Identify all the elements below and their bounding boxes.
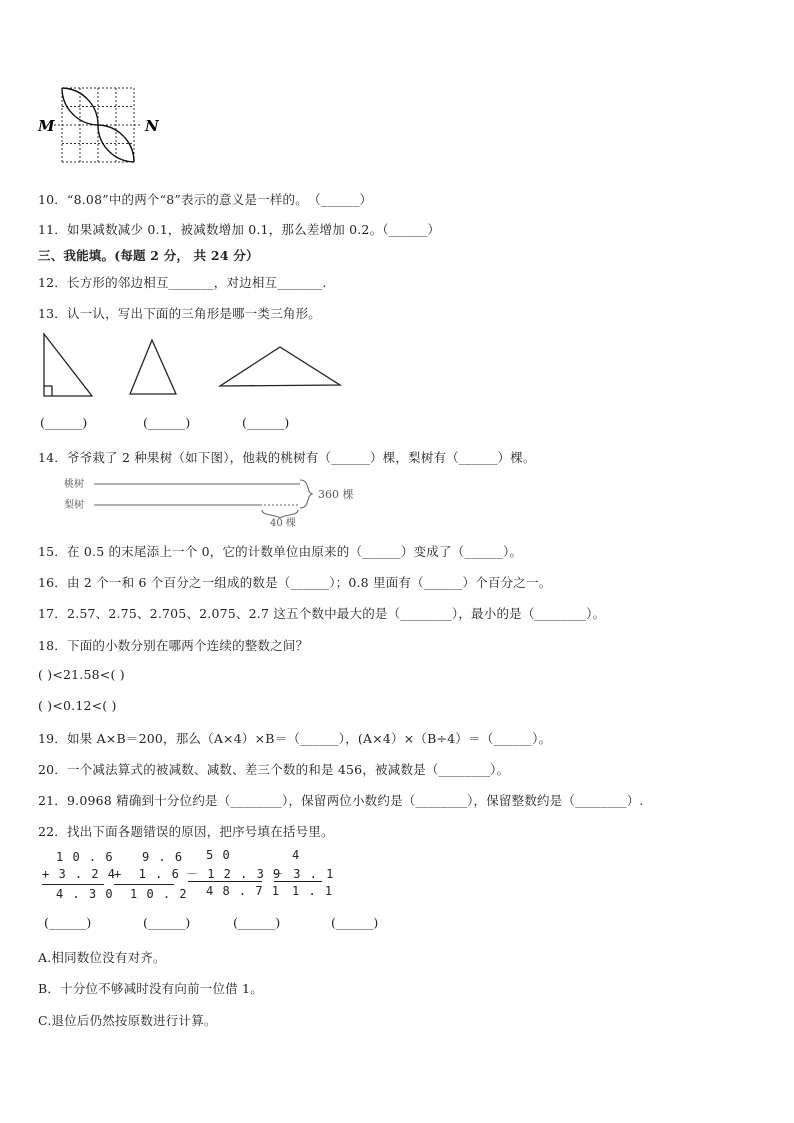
calc-2-result: 1 0 . 2 xyxy=(130,887,188,901)
option-b: B．十分位不够减时没有向前一位借 1。 xyxy=(38,981,263,996)
question-18: 18．下面的小数分别在哪两个连续的整数之间？ xyxy=(38,638,309,653)
grid-figure xyxy=(36,82,176,168)
calc-2-operand: + 1 . 6 xyxy=(114,867,180,881)
section-3-heading: 三、我能填。(每题 2 分， 共 24 分） xyxy=(38,248,259,263)
question-21: 21．9.0968 精确到十分位约是（________），保留两位小数约是（________），保留整数约是（________）. xyxy=(38,793,644,808)
question-19: 19．如果 A×B＝200，那么（A×4）×B＝（______），(A×4）×（B÷4）＝（______）。 xyxy=(38,731,552,746)
q22-blank-4[interactable]: (______) xyxy=(331,915,379,930)
calc-4-operand: － 3 . 1 xyxy=(272,867,335,881)
question-14: 14．爷爷栽了 2 种果树（如下图），他栽的桃树有（______）棵，梨树有（______）棵。 xyxy=(38,450,536,465)
question-13: 13．认一认，写出下面的三角形是哪一类三角形。 xyxy=(38,306,322,321)
pear-label: 梨树 xyxy=(64,500,84,511)
q13-blank-3[interactable]: (______) xyxy=(242,415,290,430)
q13-blank-1[interactable]: (______) xyxy=(40,415,88,430)
label-m: M xyxy=(38,117,55,135)
calc-4-result: 1 . 1 xyxy=(292,884,334,898)
right-triangle xyxy=(44,334,92,396)
calc-4-top: 4 xyxy=(292,848,301,862)
calc-3-rule xyxy=(188,881,262,882)
label-n: N xyxy=(145,117,159,135)
question-22: 22．找出下面各题错误的原因，把序号填在括号里。 xyxy=(38,824,334,839)
question-17: 17．2.57、2.75、2.705、2.075、2.7 这五个数中最大的是（________），最小的是（________）。 xyxy=(38,606,606,621)
question-18-a: ( )<21.58<( ) xyxy=(38,667,125,682)
triangle-figures xyxy=(40,330,360,400)
question-10: 10．“8.08”中的两个“8”表示的意义是一样的。 （______） xyxy=(38,192,373,207)
tree-diagram xyxy=(60,474,380,528)
option-c: C.退位后仍然按原数进行计算。 xyxy=(38,1013,217,1028)
calc-4-rule xyxy=(274,881,322,882)
calc-2-rule xyxy=(114,884,174,885)
tree-diagram-drawing xyxy=(60,474,380,528)
q22-blank-3[interactable]: (______) xyxy=(233,915,281,930)
right-angle-mark xyxy=(44,386,52,396)
calc-3-result: 4 8 . 7 1 xyxy=(206,884,281,898)
calc-1-rule xyxy=(42,884,104,885)
question-20: 20．一个减法算式的被减数、减数、差三个数的和是 456，被减数是（________）。 xyxy=(38,762,510,777)
calc-1-result: 4 . 3 0 xyxy=(56,887,114,901)
total-label: 360 棵 xyxy=(318,488,354,501)
difference-label: 40 棵 xyxy=(270,518,296,529)
question-18-b: ( )<0.12<( ) xyxy=(38,698,117,713)
q22-blank-2[interactable]: (______) xyxy=(143,915,191,930)
question-12: 12．长方形的邻边相互_______，对边相互_______. xyxy=(38,275,327,290)
calc-1 xyxy=(40,850,117,906)
peach-label: 桃树 xyxy=(64,479,84,490)
grid-figure-drawing xyxy=(36,82,176,168)
question-16: 16．由 2 个一和 6 个百分之一组成的数是（______）；0.8 里面有（______）个百分之一。 xyxy=(38,575,552,590)
calc-3-operand: － 1 2 . 3 9 xyxy=(186,867,282,881)
q22-blank-1[interactable]: (______) xyxy=(44,915,92,930)
calc-4 xyxy=(272,848,335,904)
calc-1-operand: + 3 . 2 4 xyxy=(42,867,117,881)
calc-3-top: 5 0 xyxy=(206,848,231,862)
option-a: A.相同数位没有对齐。 xyxy=(38,950,166,965)
question-15: 15．在 0.5 的末尾添上一个 0，它的计数单位由原来的（______）变成了（______）。 xyxy=(38,544,523,559)
question-11: 11．如果减数减少 0.1，被减数增加 0.1，那么差增加 0.2。（______） xyxy=(38,222,441,237)
calc-2 xyxy=(112,850,188,906)
obtuse-triangle xyxy=(220,347,340,386)
calc-1-top: 1 0 . 6 xyxy=(56,850,114,864)
q13-blank-2[interactable]: (______) xyxy=(143,415,191,430)
acute-triangle xyxy=(130,340,176,394)
calc-2-top: 9 . 6 xyxy=(142,850,184,864)
calc-3 xyxy=(186,848,282,904)
